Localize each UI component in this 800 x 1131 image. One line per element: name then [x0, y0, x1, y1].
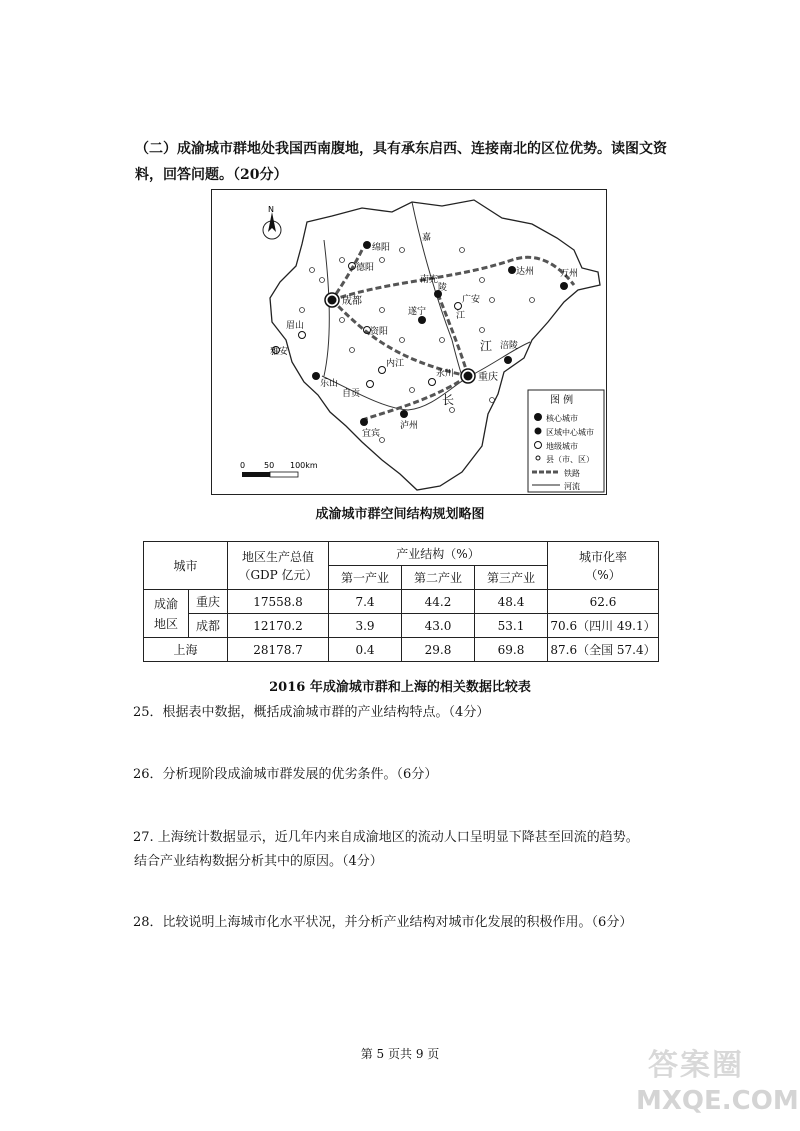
- map-legend: [528, 390, 604, 492]
- prefecture-city-neijiang: [379, 357, 405, 374]
- question-28: 28．比较说明上海城市化水平状况，并分析产业结构对城市化发展的积极作用。（6分）: [133, 915, 633, 930]
- svg-text:乐山: 乐山: [320, 379, 339, 389]
- railway-4: [438, 294, 468, 376]
- svg-text:自贡: 自贡: [342, 389, 361, 399]
- question-27-line-1: 27. 上海统计数据显示，近几年内来自成渝地区的流动人口呈明显下降甚至回流的趋势。: [133, 830, 639, 845]
- table-row: 上海 28178.7 0.4 29.8 69.8 87.6（全国 57.4）: [144, 638, 659, 662]
- river-jialing: [412, 202, 462, 376]
- section-intro: [135, 136, 675, 188]
- header-primary: 第一产业: [329, 566, 402, 590]
- question-27-line-2: 结合产业结构数据分析其中的原因。（4分）: [134, 854, 383, 869]
- river-minjiang: [324, 240, 329, 376]
- svg-text:100km: 100km: [290, 461, 318, 470]
- regional-city-yibin: [360, 418, 380, 439]
- svg-text:眉山: 眉山: [286, 321, 305, 331]
- prefecture-city-yaan: [270, 345, 288, 357]
- svg-text:永川: 永川: [436, 369, 455, 379]
- map-caption: 成渝城市群空间结构规划略图: [315, 507, 485, 522]
- svg-text:核心城市: 核心城市: [546, 414, 578, 423]
- header-gdp: 地区生产总值 （GDP 亿元）: [228, 542, 329, 590]
- core-city-chengdu: [325, 293, 362, 307]
- svg-text:区域中心城市: 区域中心城市: [546, 428, 594, 437]
- north-arrow: [263, 205, 281, 239]
- prefecture-city-guangan: [455, 293, 481, 310]
- page-number: 第 5 页共 9 页: [360, 1047, 440, 1061]
- river-label-5: 长: [442, 393, 455, 407]
- svg-text:广安: 广安: [462, 295, 481, 305]
- north-label: N: [268, 205, 274, 214]
- svg-text:河流: 河流: [564, 482, 580, 491]
- svg-text:达州: 达州: [516, 267, 535, 277]
- regional-city-luzhou: [400, 410, 418, 431]
- svg-text:铁路: 铁路: [564, 469, 580, 478]
- table-row: 成渝 地区 重庆 17558.8 7.4 44.2 48.4 62.6: [144, 590, 659, 614]
- svg-text:0: 0: [240, 461, 246, 470]
- railway-3: [332, 250, 362, 300]
- header-urban: 城市化率 （%）: [548, 542, 659, 590]
- river-label-1: 嘉: [422, 233, 432, 243]
- svg-text:南充: 南充: [420, 275, 439, 285]
- prefecture-city-zigong: [342, 381, 374, 400]
- header-tertiary: 第三产业: [475, 566, 548, 590]
- map-svg: [212, 190, 606, 494]
- river-label-4: 江: [480, 339, 493, 353]
- core-city-chongqing: [461, 369, 498, 383]
- watermark-url: MXQE.COM: [636, 1086, 799, 1116]
- svg-text:泸州: 泸州: [400, 421, 419, 431]
- regional-city-fuling: [500, 339, 518, 364]
- prefecture-city-meishan: [286, 319, 306, 339]
- question-25: 25．根据表中数据，概括成渝城市群的产业结构特点。（4分）: [133, 705, 490, 720]
- svg-text:雅安: 雅安: [270, 347, 289, 357]
- intro-line-1: （二）成渝城市群地处我国西南腹地，具有承东启西、连接南北的区位优势。读图文资: [135, 141, 667, 157]
- header-secondary: 第二产业: [402, 566, 475, 590]
- regional-city-mianyang: [363, 241, 390, 253]
- question-27: [133, 826, 693, 874]
- svg-text:绵阳: 绵阳: [372, 243, 391, 253]
- comparison-table: [143, 541, 659, 662]
- question-26: 26．分析现阶段成渝城市群发展的优劣条件。（6分）: [133, 767, 438, 782]
- svg-text:宜宾: 宜宾: [362, 429, 381, 439]
- svg-text:重庆: 重庆: [478, 372, 498, 383]
- table-row: 成都 12170.2 3.9 43.0 53.1 70.6（四川 49.1）: [144, 614, 659, 638]
- svg-text:内江: 内江: [386, 359, 405, 369]
- intro-line-2: 料，回答问题。（20分）: [135, 167, 288, 183]
- svg-text:50: 50: [264, 461, 275, 470]
- regional-city-wanzhou: [560, 267, 578, 290]
- prefecture-city-yongchuan: [429, 367, 455, 386]
- river-label-3: 江: [456, 311, 466, 321]
- map-figure: [211, 189, 607, 495]
- regional-city-dazhou: [508, 265, 534, 277]
- header-city: 城市: [144, 542, 228, 590]
- regional-city-leshan: [312, 372, 338, 389]
- regional-city-suining: [408, 305, 426, 324]
- svg-text:地级城市: 地级城市: [546, 442, 578, 451]
- svg-text:遂宁: 遂宁: [408, 307, 427, 317]
- svg-text:成都: 成都: [342, 296, 362, 307]
- svg-text:涪陵: 涪陵: [500, 341, 519, 351]
- svg-text:县（市、区）: 县（市、区）: [546, 455, 594, 464]
- svg-text:资阳: 资阳: [370, 327, 389, 337]
- scale-bar: [240, 461, 318, 477]
- svg-text:万州: 万州: [560, 269, 579, 279]
- region-label: 成渝 地区: [144, 590, 189, 638]
- header-structure: 产业结构（%）: [329, 542, 548, 566]
- watermark-logo: 答案圈: [648, 1048, 744, 1083]
- legend-title: 图 例: [550, 395, 574, 406]
- table-caption: 2016 年成渝城市群和上海的相关数据比较表: [269, 680, 531, 695]
- river-label-2: 陵: [438, 283, 448, 293]
- svg-text:德阳: 德阳: [356, 263, 375, 273]
